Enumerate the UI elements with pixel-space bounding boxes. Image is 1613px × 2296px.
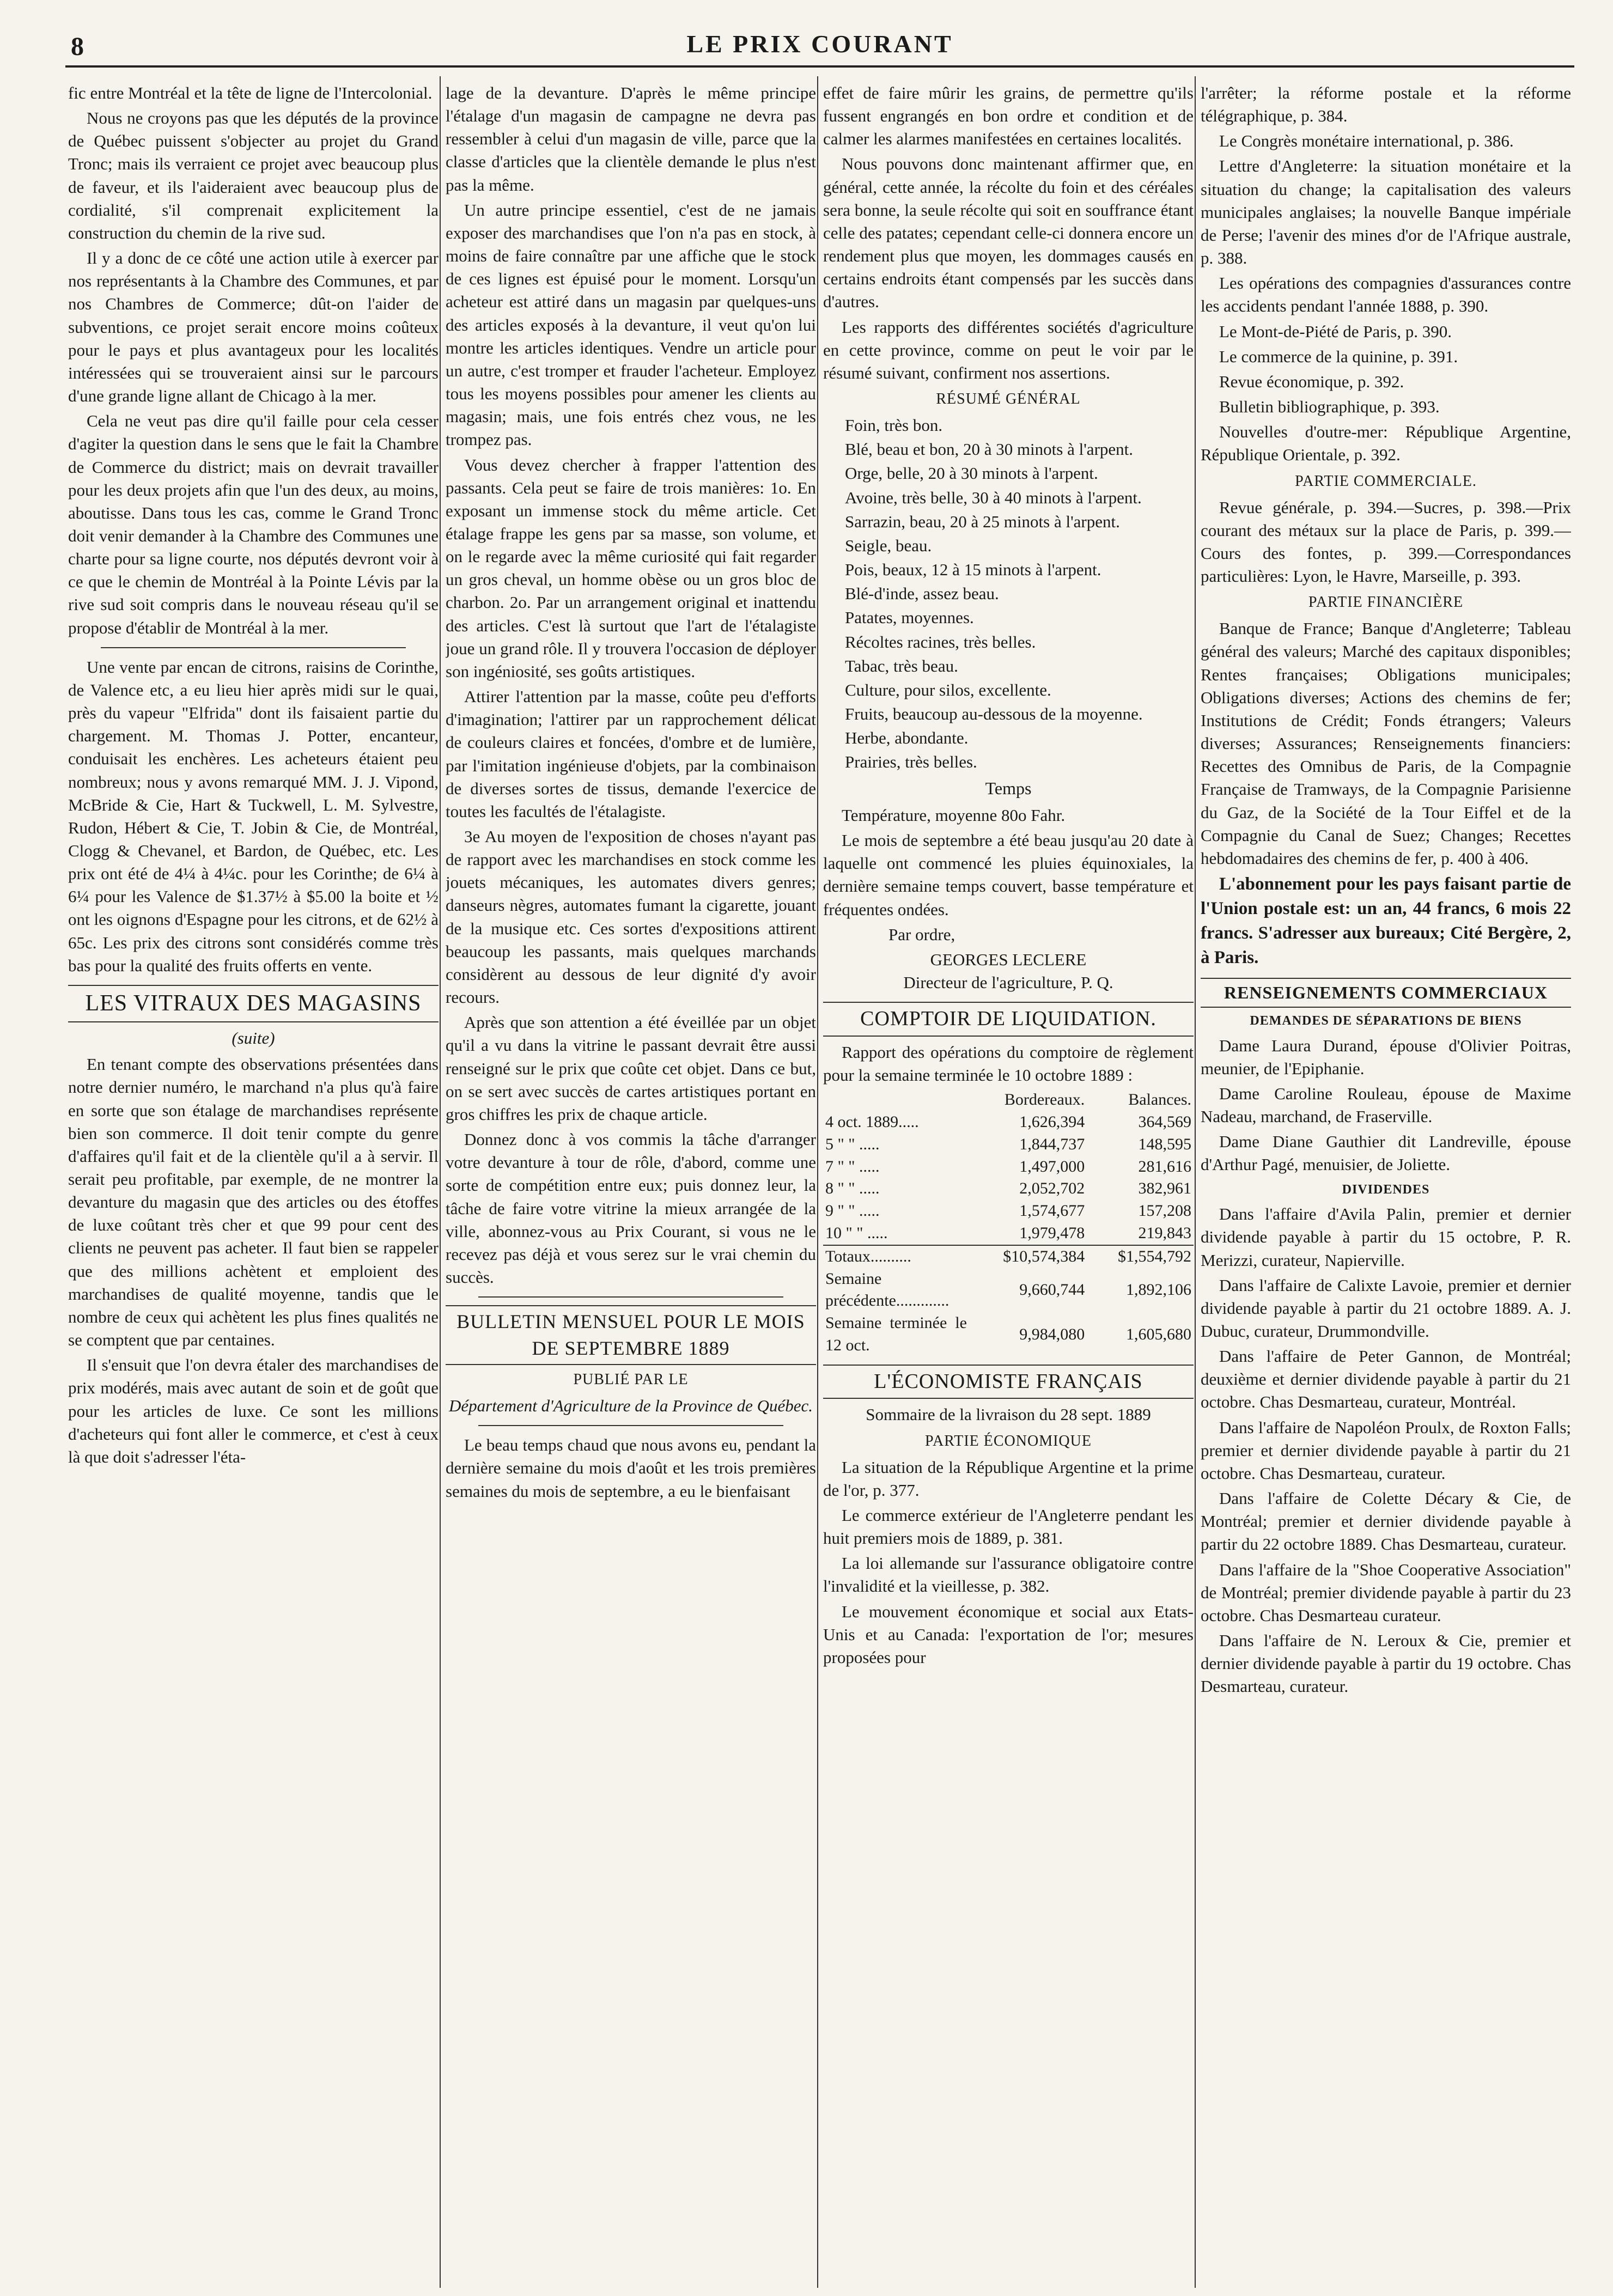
paragraph: Il s'ensuit que l'on devra étaler des marchandises de prix modérés, mais avec autant de soin et de goût que pour les articles de luxe. Ce sont les millions d'acheteurs qui font aller le commerce, et c'est à ceux là que doit s'adresser l'éta-	[68, 1355, 439, 1466]
table-row	[823, 1312, 1194, 1357]
table-cell: 1,497,000	[1019, 1157, 1085, 1176]
paragraph: effet de faire mûrir les grains, de permettre qu'ils fussent engrangés en bon ordre et condition et de calmer les alarmes manifestées en certaines localités.	[823, 83, 1194, 149]
paragraph: Revue générale, p. 394.—Sucres, p. 398.—Prix courant des métaux sur la place de Paris, p. 399.—Cours des fontes, p. 399.—Correspondances particulières: Lyon, le Havre, Marseille, p. 393.	[1201, 497, 1571, 586]
list-item: Orge, belle, 20 à 30 minots à l'arpent.	[845, 464, 1098, 483]
paragraph: La situation de la République Argentine et la prime de l'or, p. 377.	[823, 1457, 1194, 1500]
table-cell: 1,574,677	[1019, 1202, 1085, 1220]
paragraph: Le mouvement économique et social aux Etats-Unis et au Canada: l'exportation de l'or; mesures proposées pour	[823, 1601, 1194, 1667]
table-row	[823, 1111, 1194, 1134]
resume-list	[823, 414, 1194, 774]
list-item: Récoltes racines, très belles.	[845, 632, 1036, 651]
paragraph: l'arrêter; la réforme postale et la réforme télégraphique, p. 384.	[1201, 83, 1571, 126]
paragraph: Bulletin bibliographique, p. 393.	[1219, 397, 1440, 417]
table-cell: 1,605,680	[1126, 1325, 1191, 1343]
column-rule	[817, 76, 818, 2288]
table-cell: 9,660,744	[1019, 1280, 1085, 1299]
temps-title: Temps	[985, 778, 1032, 799]
list-item: Patates, moyennes.	[845, 608, 974, 628]
paragraph: Dans l'affaire de N. Leroux & Cie, premier et dernier dividende payable à partir du 19 octobre. Chas Desmarteau, curateur.	[1201, 1631, 1571, 1696]
paragraph: Les opérations des compagnies d'assurances contre les accidents pendant l'année 1888, p. 390.	[1201, 273, 1571, 316]
paragraph: Dame Diane Gauthier dit Landreville, épouse d'Arthur Pagé, menuisier, de Joliette.	[1201, 1132, 1571, 1174]
list-item: Tabac, très beau.	[845, 656, 958, 675]
table-cell: 7 " " .....	[825, 1157, 880, 1176]
table-header: Bordereaux.	[1004, 1091, 1085, 1109]
table-row	[823, 1245, 1194, 1268]
table-cell: $10,574,384	[1003, 1247, 1085, 1265]
paragraph: 3e Au moyen de l'exposition de choses n'ayant pas de rapport avec les marchandises en stock comme les jouets mécaniques, les automates divers genres; danseurs nègres, automates fumant la cigarette, jouant de la musique etc. Ces sortes d'expositions attirent beaucoup les passants, mais quelques marchands considèrent au dessous de leur dignité d'y avoir recours.	[446, 827, 816, 1007]
column-4	[1201, 82, 1571, 2282]
paragraph: Une vente par encan de citrons, raisins de Corinthe, de Valence etc, a eu lieu hier après midi sur le quai, près du vapeur "Elfrida" dont ils faisaient partie du chargement. M. Thomas J. Potter, encanteur, conduisait les enchères. Les acheteurs étaient peu nombreux; nous y avons remarqué MM. J. J. Vipond, McBride & Cie, Hart & Tuckwell, L. M. Sylvestre, Rudon, Hébert & Cie, T. Jobin & Cie, de Montréal, Clogg & Chevanel, et Bardon, de Québec, etc. Les prix ont été de 4¼ à 4¼c. pour les Corinthe; de 6¼ à 6¼ pour les Valence de $1.37½ à $5.00 la boite et ½ ont les oignons d'Espagne pour les citrons, et de 62½ à 65c. Les prix des citrons sont considérés comme très bas pour la qualité des fruits offerts en vente.	[68, 657, 439, 975]
signature-name: GEORGES LECLERE	[930, 949, 1087, 969]
table-cell: 382,961	[1138, 1179, 1191, 1198]
paragraph: Dame Laura Durand, épouse d'Olivier Poitras, meunier, de l'Epiphanie.	[1201, 1036, 1571, 1078]
table-cell: 281,616	[1138, 1157, 1191, 1176]
paragraph: Revue économique, p. 392.	[1219, 371, 1404, 391]
article-title-bulletin: BULLETIN MENSUEL POUR LE MOIS DE SEPTEMBRE 1889	[446, 1305, 816, 1365]
table-cell: 5 " " .....	[825, 1135, 880, 1153]
table-row	[823, 1200, 1194, 1222]
column-3	[823, 82, 1194, 2282]
list-item: Herbe, abondante.	[845, 728, 969, 748]
column-1	[68, 82, 439, 2282]
list-item: Prairies, très belles.	[845, 752, 977, 772]
list-item: Seigle, beau.	[845, 535, 932, 555]
newspaper-title: LE PRIX COURANT	[686, 30, 953, 58]
paragraph: Nous pouvons donc maintenant affirmer que, en général, cette année, la récolte du foin et des céréales sera bonne, la seule récolte qui soit en souffrance étant celle des patates; cependant celle-ci donnera encore un rendement plus que moyen, les dommages causés en certains endroits étant compensés par les succès dans d'autres.	[823, 154, 1194, 312]
page-number: 8	[71, 32, 84, 61]
section-divider	[478, 1425, 783, 1426]
section-divider	[101, 647, 406, 648]
paragraph: Donnez donc à vos commis la tâche d'arranger votre devanture à tour de rôle, d'abord, comme une sorte de compétition entre eux; puis donnez leur, la tâche de faire votre vitrine la mieux arrangée de la ville, abonnez-vous au Prix Courant, si vous ne le recevez pas déjà et vous serez sur le vrai chemin du succès.	[446, 1130, 816, 1287]
paragraph: Le commerce de la quinine, p. 391.	[1219, 346, 1458, 366]
signature-title: Directeur de l'agriculture, P. Q.	[903, 973, 1113, 992]
list-item: Culture, pour silos, excellente.	[845, 680, 1051, 699]
paragraph: Dans l'affaire de Napoléon Proulx, de Roxton Falls; premier et dernier dividende payable à partir du 21 octobre. Chas Desmarteau, curateur.	[1201, 1417, 1571, 1483]
dividendes-title: DIVIDENDES	[1342, 1182, 1430, 1197]
table-row	[823, 1222, 1194, 1245]
column-rule	[1195, 76, 1196, 2288]
paragraph: Dans l'affaire de Peter Gannon, de Montréal; deuxième et dernier dividende payable à partir du 21 octobre. Chas Desmarteau, curateur, Montréal.	[1201, 1347, 1571, 1412]
paragraph: Lettre d'Angleterre: la situation monétaire et la situation du change; la capitalisation des valeurs municipales anglaises; la nouvelle Banque impériale de Perse; l'avenir des mines d'or de l'Afrique australe, p. 388.	[1201, 156, 1571, 268]
paragraph: Après que son attention a été éveillée par un objet qu'il a vu dans la vitrine le passant devrait être aussi renseigné sur le prix que coûte cet objet. Dans ce but, on se sert avec succès de cartes artistiques portant en gros chiffres les prix de chaque article.	[446, 1013, 816, 1124]
table-header: Balances.	[1128, 1091, 1191, 1109]
table-cell: 1,626,394	[1019, 1113, 1085, 1131]
column-2	[446, 82, 816, 2282]
paragraph: Vous devez chercher à frapper l'attention des passants. Cela peut se faire de trois manières: 1o. En exposant un immense stock du même article. Cet étalage frappe les gens par sa masse, son volume, et on le regarde avec la même curiosité qui fait regarder un gros cheval, un homme obèse ou un gros bloc de charbon. 2o. Par un arrangement original et inattendu des articles. C'est là surtout que l'art de l'étalagiste joue un grand rôle. Il y trouvera l'occasion de déployer son ingéniosité, ses goûts artistiques.	[446, 455, 816, 681]
par-ordre: Par ordre,	[888, 924, 955, 944]
paragraph: Les rapports des différentes sociétés d'agriculture en cette province, comme on peut le voir par le résumé suivant, confirment nos assertions.	[823, 317, 1194, 382]
table-cell: 2,052,702	[1019, 1179, 1085, 1198]
table-cell: $1,554,792	[1118, 1247, 1191, 1265]
paragraph: Un autre principe essentiel, c'est de ne jamais exposer des marchandises que l'on n'a pas en stock, à moins de faire connaître par une affiche que le stock de ces lignes est épuisé pour le moment. Lorsqu'un acheteur est attiré dans un magasin par quelques-uns des articles exposés à la devanture, il veut qu'on lui montre les articles identiques. Vendre un article pour un autre, c'est tromper et frauder l'acheteur. Employez tous les moyens possibles pour amener les clients au magasin; mais, une fois entrés chez vous, ne les trompez pas.	[446, 200, 816, 449]
table-row	[823, 1156, 1194, 1178]
article-title-comptoir: COMPTOIR DE LIQUIDATION.	[823, 1002, 1194, 1037]
article-title-economiste: L'ÉCONOMISTE FRANÇAIS	[823, 1365, 1194, 1399]
column-rule	[440, 76, 441, 2288]
comptoir-table	[823, 1089, 1194, 1357]
table-cell: 364,569	[1138, 1113, 1191, 1131]
table-cell: 148,595	[1138, 1135, 1191, 1153]
bulletin-department: Département d'Agriculture de la Province de Québec.	[448, 1396, 813, 1416]
paragraph: Il y a donc de ce côté une action utile à exercer par nos représentants à la Chambre des Communes, et par nos Chambres de Commerce; dût-on l'aider de subventions, ce projet serait encore moins coûteux pour le pays et plus avantageux pour les localités intéressées qui se trouveraient ainsi sur le parcours d'une grande ligne allant de Chicago à la mer.	[68, 248, 439, 406]
table-cell: 157,208	[1138, 1202, 1191, 1220]
list-item: Foin, très bon.	[845, 416, 943, 435]
table-cell: 219,843	[1138, 1223, 1191, 1242]
table-cell: 1,979,478	[1019, 1223, 1085, 1242]
table-cell: 9,984,080	[1019, 1325, 1085, 1343]
table-cell: 9 " " .....	[825, 1202, 880, 1220]
paragraph: En tenant compte des observations présentées dans notre dernier numéro, le marchand n'a plus qu'à faire en sorte que son étalage de marchandises représente bien son commerce. Il doit tenir compte du genre d'affaires qu'il fait et de la clientèle qu'il a à servir. Il serait peu profitable, par exemple, de ne montrer la devanture du magasin que des articles ou des étoffes de luxe coûtant très cher et que 99 pour cent des clients ne peuvent pas acheter. Il faut bien se rappeler que des millions achètent et emploient des marchandises de qualité moyenne, tandis que le nombre de ceux qui achètent les plus fines qualités ne se comptent que par centaines.	[68, 1055, 439, 1350]
table-cell: Semaine terminée le 12 oct.	[825, 1314, 967, 1354]
table-cell: Totaux..........	[825, 1247, 911, 1265]
paragraph: Le Mont-de-Piété de Paris, p. 390.	[1219, 321, 1452, 341]
paragraph: Attirer l'attention par la masse, coûte peu d'efforts d'imagination; l'attirer par un rapprochement délicat de couleurs claires et foncées, d'ombre et de lumière, par l'imitation ingénieuse d'objets, par la combinaison de diverses sortes de tissus, demande l'exercice de toutes les facultés de l'étalagiste.	[446, 687, 816, 821]
partie-financiere: PARTIE FINANCIÈRE	[1308, 594, 1464, 611]
table-cell: Semaine précédente.............	[825, 1269, 949, 1310]
article-title-vitraux: LES VITRAUX DES MAGASINS	[68, 985, 439, 1022]
paragraph: lage de la devanture. D'après le même principe l'étalage d'un magasin de campagne ne devra pas ressembler à celui d'un magasin de ville, parce que la classe d'articles que la clientèle demande le plus n'est pas la même.	[446, 83, 816, 194]
paragraph: fic entre Montréal et la tête de ligne de l'Intercolonial.	[68, 83, 433, 102]
demandes-title: DEMANDES DE SÉPARATIONS DE BIENS	[1250, 1014, 1522, 1028]
table-cell: 1,892,106	[1126, 1280, 1191, 1299]
paragraph: Température, moyenne 80o Fahr.	[842, 805, 1066, 825]
list-item: Pois, beaux, 12 à 15 minots à l'arpent.	[845, 560, 1101, 580]
economiste-sommaire: Sommaire de la livraison du 28 sept. 1889	[866, 1405, 1151, 1424]
list-item: Blé, beau et bon, 20 à 30 minots à l'arpent.	[845, 440, 1134, 459]
paragraph: Le Congrès monétaire international, p. 386.	[1219, 131, 1514, 151]
article-suite: (suite)	[232, 1028, 275, 1048]
paragraph: Banque de France; Banque d'Angleterre; Tableau général des valeurs; Marché des capitaux disponibles; Rentes françaises; Obligations municipales; Obligations diverses; Actions des chemins de fer; Institutions de Crédit; Fonds étrangers; Valeurs diverses; Assurances; Renseignements financiers: Recettes des Omnibus de Paris, de la Compagnie Française de Tramways, de la Compagnie Parisienne du Gaz, de la Société de la Tour Eiffel et de la Compagnie du Canal de Suez; Changes; Recettes hebdomadaires des chemins de fer, p. 400 à 406.	[1201, 619, 1571, 868]
paragraph: Dame Caroline Rouleau, épouse de Maxime Nadeau, marchand, de Fraserville.	[1201, 1083, 1571, 1126]
paragraph: Dans l'affaire d'Avila Palin, premier et dernier dividende payable à partir du 15 octobre, P. R. Merizzi, curateur, Napierville.	[1201, 1204, 1571, 1270]
list-item: Sarrazin, beau, 20 à 25 minots à l'arpent.	[845, 511, 1120, 531]
paragraph: Le mois de septembre a été beau jusqu'au 20 date à laquelle ont commencé les pluies équinoxiales, la dernière semaine temps couvert, basse température et fréquentes ondées.	[823, 831, 1194, 919]
table-row	[823, 1268, 1194, 1313]
list-item: Avoine, très belle, 30 à 40 minots à l'arpent.	[845, 488, 1142, 507]
paragraph: La loi allemande sur l'assurance obligatoire contre l'invalidité et la vieillesse, p. 382.	[823, 1554, 1194, 1596]
table-cell: 1,844,737	[1019, 1135, 1085, 1153]
list-item: Blé-d'inde, assez beau.	[845, 584, 999, 604]
paragraph: Nous ne croyons pas que les députés de la province de Québec puissent s'objecter au projet du Grand Tronc; mais ils verraient ce projet avec beaucoup plus de faveur, et ils l'aideraient avec beaucoup plus de cordialité, s'il comprenait explicitement la construction du chemin de la rive sud.	[68, 108, 439, 242]
article-title-renseignements: RENSEIGNEMENTS COMMERCIAUX	[1201, 978, 1571, 1008]
paragraph: Cela ne veut pas dire qu'il faille pour cela cesser d'agiter la question dans le sens que le fait la Chambre de Commerce du district; mais on devrait travailler pour les deux projets afin que l'un des deux, au moins, aboutisse. Dans tous les cas, comme le Grand Tronc doit venir demander à la Chambre des Communes une charte pour sa ligne courte, nos députés devront voir à ce que le chemin de Montréal à la Pointe Lévis par la rive sud soit compris dans le nouveau réseau qu'il se propose d'établir de Montréal à la mer.	[68, 411, 439, 637]
masthead	[65, 22, 1574, 68]
partie-commerciale: PARTIE COMMERCIALE.	[1295, 472, 1477, 490]
list-item: Fruits, beaucoup au-dessous de la moyenne.	[845, 704, 1143, 723]
paragraph: Dans l'affaire de Colette Décary & Cie, de Montréal; premier et dernier dividende payable à partir du 22 octobre 1889. Chas Desmarteau, curateur.	[1201, 1489, 1571, 1554]
economiste-partie: PARTIE ÉCONOMIQUE	[925, 1432, 1092, 1450]
table-row	[823, 1134, 1194, 1156]
paragraph: Le beau temps chaud que nous avons eu, pendant la dernière semaine du mois d'août et les trois premières semaines du mois de septembre, a eu le bienfaisant	[446, 1435, 816, 1501]
table-header-row	[823, 1089, 1194, 1111]
section-divider	[478, 1296, 783, 1298]
paragraph: Le commerce extérieur de l'Angleterre pendant les huit premiers mois de 1889, p. 381.	[823, 1505, 1194, 1548]
table-cell: 8 " " .....	[825, 1179, 880, 1198]
table-cell: 4 oct. 1889.....	[825, 1113, 919, 1131]
paragraph: Dans l'affaire de la "Shoe Cooperative Association" de Montréal; premier dividende payable à partir du 23 octobre. Chas Desmarteau curateur.	[1201, 1560, 1571, 1625]
paragraph: Nouvelles d'outre-mer: République Argentine, République Orientale, p. 392.	[1201, 422, 1571, 465]
table-row	[823, 1178, 1194, 1200]
bulletin-publie: PUBLIÉ PAR LE	[573, 1371, 689, 1388]
paragraph: Rapport des opérations du comptoire de règlement pour la semaine terminée le 10 octobre 1889 :	[823, 1042, 1194, 1085]
table-cell: 10 " " .....	[825, 1223, 888, 1242]
paragraph: L'abonnement pour les pays faisant partie de l'Union postale est: un an, 44 francs, 6 mois 22 francs. S'adresser aux bureaux; Cité Bergère, 2, à Paris.	[1201, 874, 1571, 967]
resume-title: RÉSUMÉ GÉNÉRAL	[936, 391, 1081, 408]
paragraph: Dans l'affaire de Calixte Lavoie, premier et dernier dividende payable à partir du 21 octobre 1889. A. J. Dubuc, curateur, Drummondville.	[1201, 1275, 1571, 1341]
